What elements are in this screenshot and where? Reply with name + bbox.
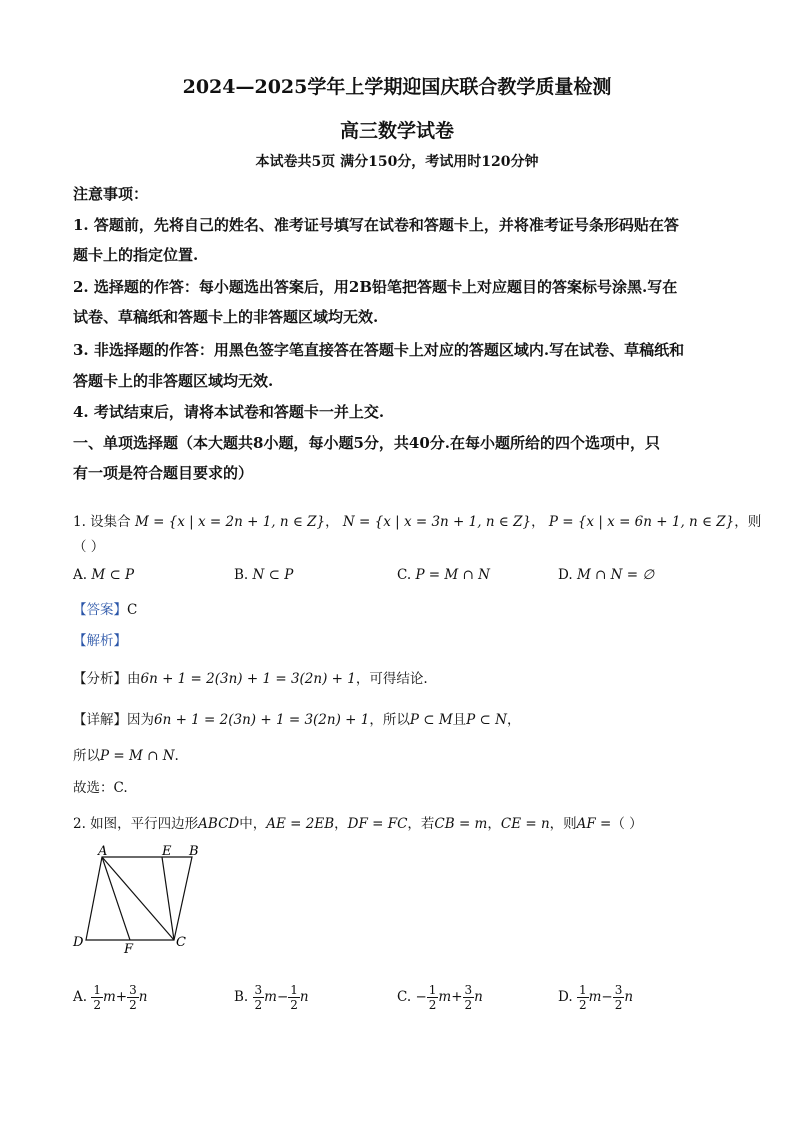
q1-xj-mid: ，所以: [369, 712, 410, 728]
q1-set-m: M = {x | x = 2n + 1, n ∈ Z}: [134, 514, 326, 530]
q2-option-a-var-2: n: [138, 989, 148, 1005]
q2-option-b-num-2: 1: [290, 983, 298, 997]
q1-xj-pre: 因为: [127, 712, 154, 728]
q1-suffix: ，则: [734, 514, 762, 530]
q2-mid-1: 中，: [239, 816, 267, 832]
q2-option-b: [234, 983, 309, 1012]
section-1-heading-b: 有一项是符合题目要求的）: [73, 464, 254, 482]
q1-choose: 故选：C.: [73, 780, 128, 796]
q2-option-c-frac-1: [427, 983, 439, 1012]
q2-mid-3: ，则: [549, 816, 577, 832]
q1-option-d: [558, 567, 654, 583]
q1-answer: [73, 598, 137, 618]
q2-option-a-label: A.: [73, 989, 88, 1005]
q1-set-p: P = {x | x = 6n + 1, n ∈ Z}: [548, 514, 735, 530]
label-d: D: [73, 935, 84, 950]
note-1-line-a: 1. 答题前，先将自己的姓名、准考证号填写在试卷和答题卡上，并将准考证号条形码贴在答: [73, 216, 679, 234]
exam-title: 2024—2025学年上学期迎国庆联合教学质量检测: [182, 76, 612, 98]
note-4: 4. 考试结束后，请将本试卷和答题卡一并上交.: [73, 403, 385, 421]
q1-so-pre: 所以: [73, 748, 100, 764]
q1-set-n: N = {x | x = 3n + 1, n ∈ Z}: [342, 514, 532, 530]
q2-option-b-var-2: n: [299, 989, 309, 1005]
q2-option-c: [397, 983, 483, 1012]
q1-xiangjie-tag: 【详解】: [73, 712, 127, 728]
q1-option-a-expr: M ⊂ P: [91, 567, 135, 583]
q1-option-d-expr: M ∩ N = ∅: [576, 567, 655, 583]
q2-option-b-frac-2: [288, 983, 300, 1012]
parallelogram-abcd: [86, 857, 192, 940]
q2-paren: （ ）: [611, 816, 643, 832]
q2-vec-1: CB = m: [434, 816, 488, 832]
q1-option-d-label: D.: [558, 567, 573, 583]
notes-heading: 注意事项：: [73, 185, 149, 203]
q2-mid-2: ，若: [407, 816, 435, 832]
q2-option-a-frac-1: [91, 983, 103, 1012]
q1-option-c-expr: P = M ∩ N: [415, 567, 490, 583]
q2-option-a-num-1: 1: [93, 983, 101, 997]
label-e: E: [162, 845, 172, 859]
q2-option-d-num-1: 1: [578, 983, 587, 997]
q1-paren: （ ）: [73, 539, 105, 555]
label-a: A: [98, 845, 108, 859]
q1-xj-expr-1: 6n + 1 = 2(3n) + 1 = 3(2n) + 1: [154, 712, 370, 728]
q2-option-a: [73, 983, 147, 1012]
q2-option-d: [558, 983, 633, 1012]
q2-option-d-den-1: 2: [578, 998, 587, 1012]
q2-option-d-var-1: m: [588, 989, 602, 1005]
q1-answer-tag: 【答案】: [73, 602, 127, 618]
q1-option-c-label: C.: [397, 567, 412, 583]
q2-sep-1: ，: [334, 816, 348, 832]
label-b: B: [189, 845, 199, 859]
note-3-line-a: 3. 非选择题的作答：用黑色签字笔直接答在答题卡上对应的答题区域内.写在试卷、草稿纸和: [73, 341, 685, 359]
exam-subtitle: 高三数学试卷: [339, 120, 454, 142]
q2-option-b-label: B.: [234, 989, 249, 1005]
q2-option-c-frac-2: [463, 983, 475, 1012]
q2-option-a-op: +: [115, 989, 128, 1005]
q1-so-post: .: [174, 748, 179, 764]
q2-cond-1: AE = 2EB: [266, 816, 335, 832]
q2-option-b-num-1: 3: [254, 983, 263, 997]
q1-option-c: [397, 567, 490, 583]
q2-option-c-var-1: m: [438, 989, 452, 1005]
q1-fenxi: [73, 667, 428, 687]
q2-option-c-num-1: 1: [428, 983, 437, 997]
q2-figure: [70, 845, 200, 955]
segment-af: [102, 857, 130, 940]
note-3-line-b: 答题卡上的非答题区域均无效.: [73, 372, 274, 390]
q2-option-c-den-2: 2: [464, 998, 473, 1012]
q1-xj-mid-2: 且: [452, 712, 467, 728]
q2-option-d-op: −: [601, 989, 613, 1005]
note-2-line-b: 试卷、草稿纸和答题卡上的非答题区域均无效.: [73, 308, 379, 326]
q1-analysis-tag: [73, 629, 127, 649]
q1-xj-expr-2: P ⊂ M: [409, 712, 453, 728]
q2-option-b-den-1: 2: [254, 998, 263, 1012]
q1-option-a: [73, 567, 134, 583]
q2-option-c-den-1: 2: [428, 998, 437, 1012]
q2-option-d-frac-1: [577, 983, 589, 1012]
q1-option-b-expr: N ⊂ P: [252, 567, 294, 583]
q2-option-d-var-2: n: [624, 989, 634, 1005]
q2-option-d-label: D.: [558, 989, 573, 1005]
q2-prefix: 2. 如图，平行四边形: [73, 816, 199, 832]
q2-option-a-den-1: 2: [93, 998, 101, 1012]
note-1-line-b: 题卡上的指定位置.: [73, 246, 199, 264]
label-f: F: [124, 942, 134, 955]
note-2-line-a: 2. 选择题的作答：每小题选出答案后，用2B铅笔把答题卡上对应题目的答案标号涂黑.写在: [73, 278, 678, 296]
exam-info: 本试卷共5页 满分150分，考试用时120分钟: [255, 154, 539, 170]
q2-option-d-num-2: 3: [614, 983, 623, 997]
q1-prefix: 1. 设集合: [73, 514, 131, 530]
q2-option-a-den-2: 2: [129, 998, 137, 1012]
q2-option-d-den-2: 2: [614, 998, 623, 1012]
q1-option-b: [234, 567, 293, 583]
q1-so-expr: P = M ∩ N: [100, 748, 175, 764]
section-1-heading-a: 一、单项选择题（本大题共8小题，每小题5分，共40分.在每小题所给的四个选项中，只: [73, 434, 660, 452]
q1-answer-value: C: [127, 602, 138, 618]
q2-option-c-op: +: [451, 989, 463, 1005]
q2-option-b-den-2: 2: [290, 998, 298, 1012]
q2-abcd: ABCD: [198, 816, 240, 832]
q1-option-a-label: A.: [73, 567, 88, 583]
q1-comma-2: ，: [531, 514, 545, 530]
q2-option-a-var-1: m: [102, 989, 116, 1005]
q2-option-c-var-2: n: [474, 989, 483, 1005]
q1-comma-1: ，: [325, 514, 339, 530]
q2-option-a-frac-2: [127, 983, 139, 1012]
q1-stem: [73, 510, 761, 530]
q1-fenxi-expr: 6n + 1 = 2(3n) + 1 = 3(2n) + 1: [140, 671, 356, 687]
q2-option-b-frac-1: [253, 983, 265, 1012]
q2-option-b-op: −: [276, 989, 289, 1005]
q2-stem: [73, 812, 643, 832]
q1-option-b-label: B.: [234, 567, 249, 583]
q2-option-c-label: C.: [397, 989, 412, 1005]
q1-xiangjie: [73, 708, 520, 728]
q1-analysis-label: 【解析】: [73, 633, 127, 649]
q1-so: [73, 744, 179, 764]
q2-option-b-var-1: m: [264, 989, 277, 1005]
q2-sep-2: ，: [487, 816, 501, 832]
q2-vec-3: AF =: [576, 816, 612, 832]
q1-xj-post: ，: [506, 712, 521, 728]
q1-fenxi-post: ，可得结论.: [355, 671, 428, 687]
label-c: C: [176, 935, 186, 950]
q1-fenxi-pre: 由: [127, 671, 141, 687]
q1-fenxi-tag: 【分析】: [73, 671, 127, 687]
q2-option-c-num-2: 3: [464, 983, 473, 997]
q2-vec-2: CE = n: [500, 816, 550, 832]
q2-option-c-sign: −: [415, 989, 427, 1005]
q2-option-d-frac-2: [613, 983, 625, 1012]
q1-xj-expr-3: P ⊂ N: [466, 712, 507, 728]
q2-cond-2: DF = FC: [347, 816, 408, 832]
q2-option-a-num-2: 3: [129, 983, 137, 997]
